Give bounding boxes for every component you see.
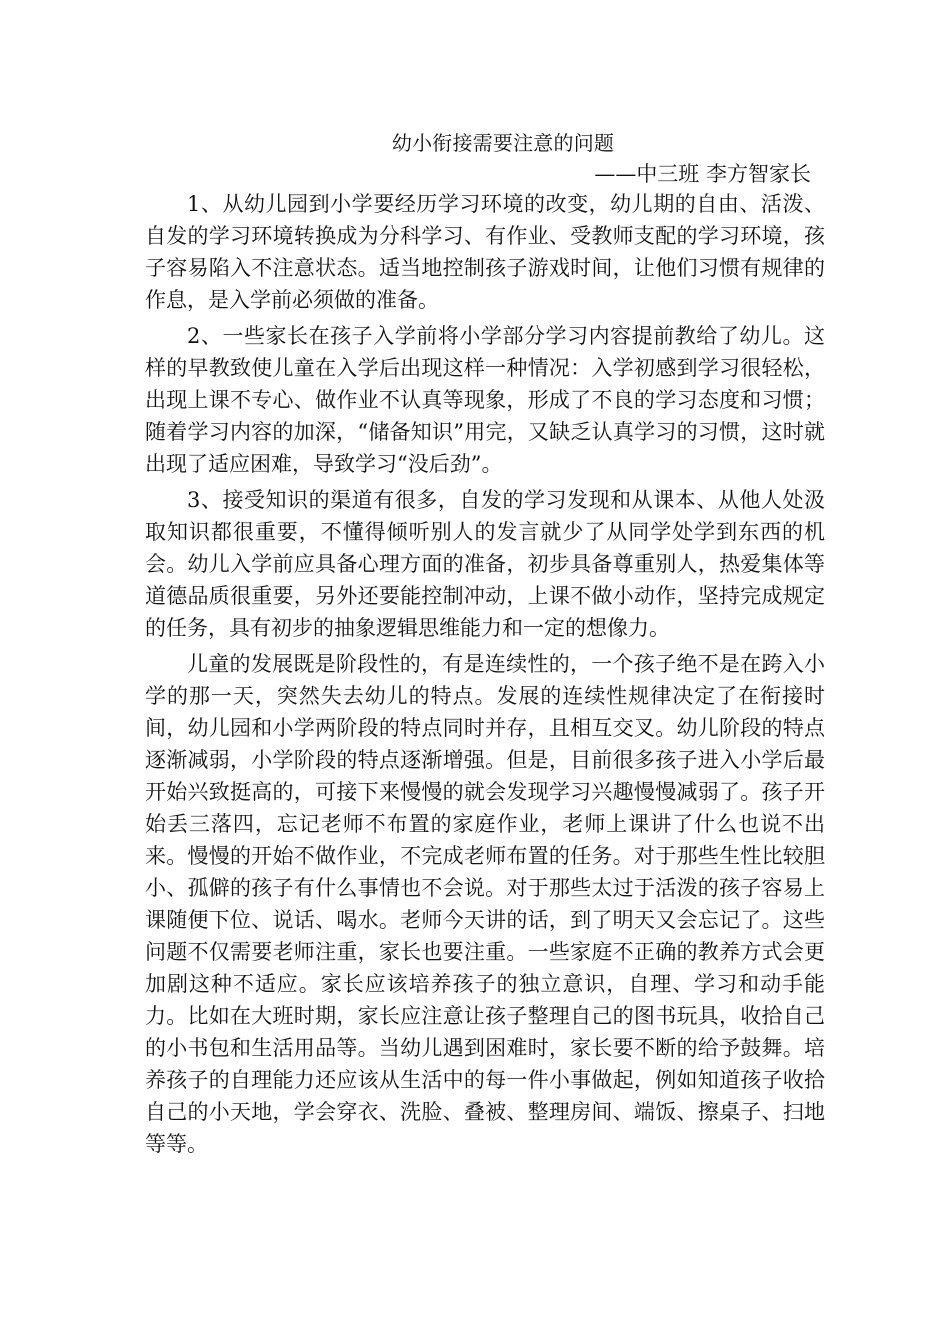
paragraph-3: 3、接受知识的渠道有很多，自发的学习发现和从课本、从他人处汲取知识都很重要，不懂得倾听别人的发言就少了从同学处学到东西的机会。幼儿入学前应具备心理方面的准备，初步具备尊重别人，热爱集体等道德品质很重要，另外还要能控制冲动，上课不做小动作，坚持完成规定的任务，具有初步的抽象逻辑思维能力和一定的想像力。	[145, 488, 825, 640]
author-line: ——中三班 李方智家长	[594, 162, 811, 186]
document-body	[145, 128, 825, 1160]
document-title: 幼小衔接需要注意的问题	[391, 131, 615, 155]
paragraph-4: 儿童的发展既是阶段性的，有是连续性的，一个孩子绝不是在跨入小学的那一天，突然失去幼儿的特点。发展的连续性规律决定了在衔接时间，幼儿园和小学两阶段的特点同时并存，且相互交叉。幼儿阶段的特点逐渐减弱，小学阶段的特点逐渐增强。但是，目前很多孩子进入小学后最开始兴致挺高的，可接下来慢慢的就会发现学习兴趣慢慢减弱了。孩子开始丢三落四，忘记老师不布置的家庭作业，老师上课讲了什么也说不出来。慢慢的开始不做作业，不完成老师布置的任务。对于那些生性比较胆小、孤僻的孩子有什么事情也不会说。对于那些太过于活泼的孩子容易上课随便下位、说话、喝水。老师今天讲的话，到了明天又会忘记了。这些问题不仅需要老师注重，家长也要注重。一些家庭不正确的教养方式会更加剧这种不适应。家长应该培养孩子的独立意识，自理、学习和动手能力。比如在大班时期，家长应注意让孩子整理自己的图书玩具，收拾自己的小书包和生活用品等。当幼儿遇到困难时，家长要不断的给予鼓舞。培养孩子的自理能力还应该从生活中的每一件小事做起，例如知道孩子收拾自己的小天地，学会穿衣、洗脸、叠被、整理房间、端饭、擦桌子、扫地等等。	[145, 652, 825, 1156]
paragraph-2: 2、一些家长在孩子入学前将小学部分学习内容提前教给了幼儿。这样的早教致使儿童在入学后出现这样一种情况：入学初感到学习很轻松，出现上课不专心、做作业不认真等现象，形成了不良的学习态度和习惯；随着学习内容的加深，“储备知识”用完，又缺乏认真学习的习惯，这时就出现了适应困难，导致学习“没后劲”。	[145, 324, 825, 476]
paragraph-1: 1、从幼儿园到小学要经历学习环境的改变，幼儿期的自由、活泼、自发的学习环境转换成为分科学习、有作业、受教师支配的学习环境，孩子容易陷入不注意状态。适当地控制孩子游戏时间，让他们习惯有规律的作息，是入学前必须做的准备。	[145, 192, 825, 312]
